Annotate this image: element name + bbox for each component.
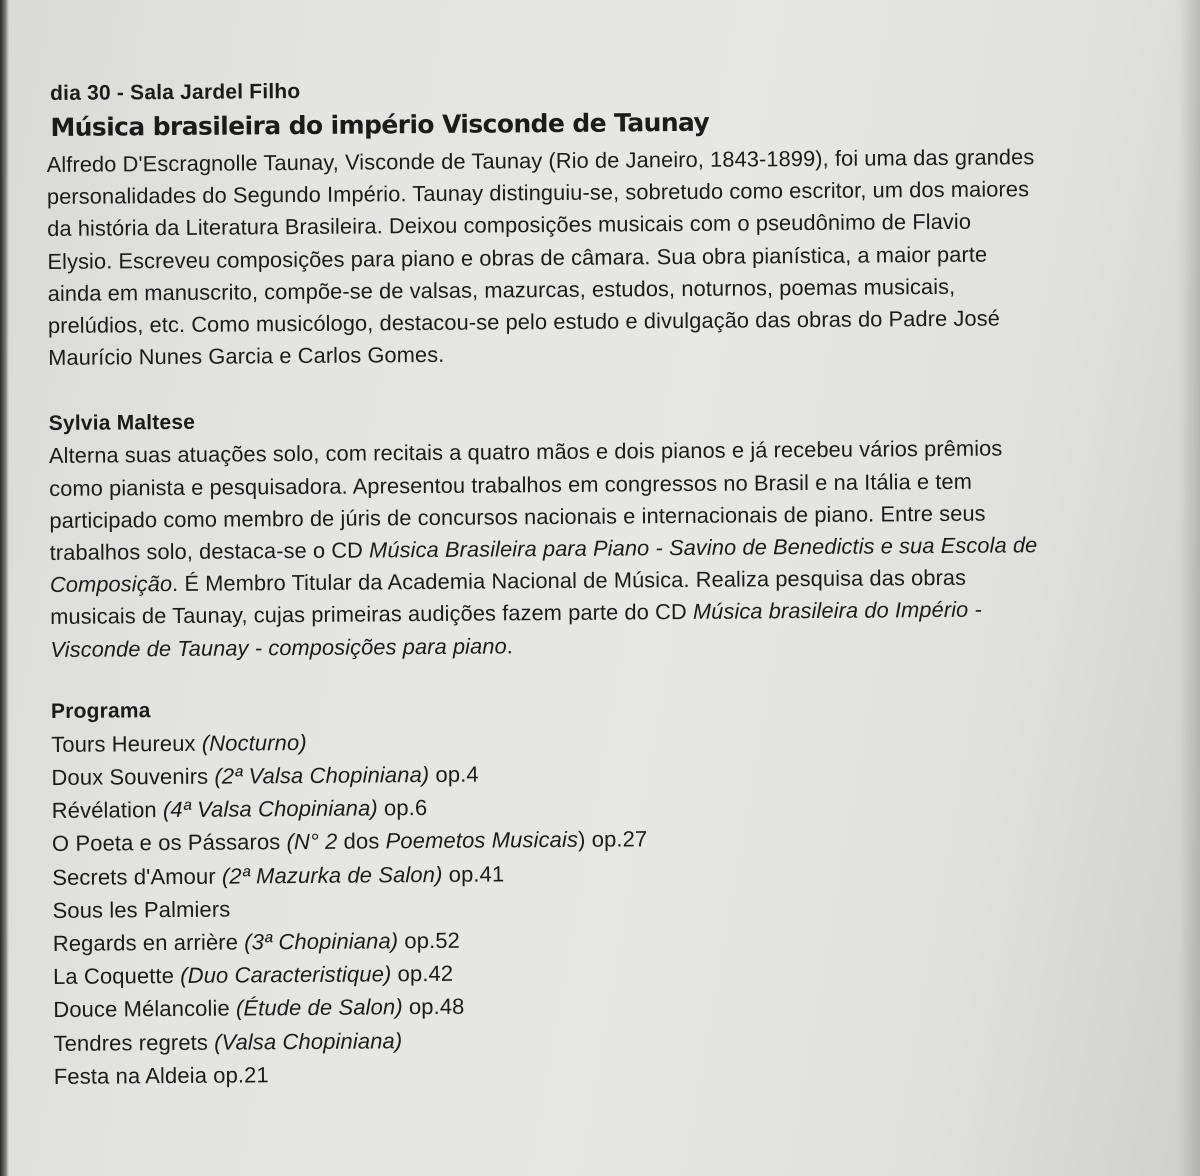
piece-title: Tendres regrets bbox=[53, 1029, 215, 1056]
piece-subtitle: (4ª Valsa Chopiniana) bbox=[162, 795, 378, 823]
intro-line: personalidades do Segundo Império. Taunay distinguiu-se, sobretudo como escritor, um dos maiores bbox=[46, 176, 1030, 210]
piece-subtitle-connector: dos bbox=[337, 828, 386, 855]
bio-line: participado como membro de júris de concursos nacionais e internacionais de piano. Entre seus bbox=[49, 500, 986, 533]
cd-title-italic: Visconde de Taunay - composições para piano bbox=[50, 633, 507, 662]
performer-bio bbox=[49, 432, 1141, 666]
intro-line: prelúdios, etc. Como musicólogo, destacou-se pelo estudo e divulgação das obras do Padre José bbox=[47, 305, 1000, 339]
piece-title: Festa na Aldeia bbox=[53, 1062, 208, 1089]
opus-number: op.27 bbox=[585, 826, 648, 853]
document-content bbox=[46, 71, 1144, 1093]
piece-subtitle: Poemetos Musicais bbox=[385, 827, 579, 854]
piece-subtitle: (Étude de Salon) bbox=[235, 994, 403, 1022]
piece-title: O Poeta e os Pássaros bbox=[51, 829, 287, 857]
intro-line: Maurício Nunes Garcia e Carlos Gomes. bbox=[48, 342, 445, 371]
opus-number: op.6 bbox=[377, 795, 428, 821]
bio-line: Alterna suas atuações solo, com recitais a quatro mãos e dois pianos e já recebeu vários prêmios bbox=[48, 435, 1003, 469]
opus-number: op.41 bbox=[442, 861, 505, 887]
piece-subtitle: (2ª Valsa Chopiniana) bbox=[214, 762, 430, 789]
concert-title: Música brasileira do império Visconde de Taunay bbox=[50, 107, 710, 142]
piece-subtitle: (Nocturno) bbox=[201, 729, 307, 756]
piece-subtitle: (Valsa Chopiniana) bbox=[214, 1027, 403, 1055]
piece-title: Tours Heureux bbox=[51, 730, 202, 757]
piece-subtitle-close: ) bbox=[577, 827, 586, 853]
piece-title: Secrets d'Amour bbox=[52, 863, 222, 890]
performer-heading: Sylvia Maltese bbox=[48, 411, 196, 436]
bio-text: musicais de Taunay, cujas primeiras audições fazem parte do CD bbox=[50, 599, 694, 630]
intro-line: ainda em manuscrito, compõe-se de valsas, mazurcas, estudos, noturnos, poemas musicais, bbox=[47, 273, 956, 306]
piece-title: Révélation bbox=[51, 797, 164, 824]
piece-title: Doux Souvenirs bbox=[51, 763, 215, 791]
intro-line: Alfredo D'Escragnolle Taunay, Visconde de Taunay (Rio de Janeiro, 1843-1899), foi uma das grandes bbox=[46, 144, 1035, 177]
cd-title-italic: Composição bbox=[49, 571, 173, 598]
intro-paragraph bbox=[47, 140, 1139, 374]
intro-line: da história da Literatura Brasileira. Deixou composições musicais com o pseudônimo de Flavio bbox=[47, 209, 972, 242]
piece-title: Regards en arrière bbox=[52, 929, 245, 957]
opus-number: op.42 bbox=[391, 961, 454, 987]
cd-title-italic: Música brasileira do Império - bbox=[692, 597, 982, 625]
piece-title: La Coquette bbox=[52, 963, 181, 990]
program-list bbox=[51, 719, 1144, 1093]
program-heading: Programa bbox=[50, 699, 151, 723]
opus-number: op.52 bbox=[398, 927, 461, 954]
cd-title-italic: Música Brasileira para Piano - Savino de Benedictis e sua Escola de bbox=[369, 532, 1038, 563]
bio-text: trabalhos solo, destaca-se o CD bbox=[49, 537, 370, 566]
date-venue-line: dia 30 - Sala Jardel Filho bbox=[50, 80, 301, 105]
bio-line: como pianista e pesquisadora. Apresentou trabalhos em congressos no Brasil e na Itália e tem bbox=[49, 468, 973, 501]
bio-text: . É Membro Titular da Academia Nacional de Música. Realiza pesquisa das obras bbox=[172, 565, 967, 597]
piece-subtitle: (Duo Caracteristique) bbox=[180, 961, 392, 989]
piece-subtitle: (3ª Chopiniana) bbox=[244, 928, 399, 955]
opus-number: op.4 bbox=[429, 761, 479, 788]
piece-subtitle: (2ª Mazurka de Salon) bbox=[221, 861, 443, 889]
opus-number: op.21 bbox=[206, 1062, 269, 1088]
intro-line: Elysio. Escreveu composições para piano e obras de câmara. Sua obra pianística, a maior parte bbox=[47, 241, 988, 274]
piece-subtitle: (N° 2 bbox=[286, 829, 338, 855]
opus-number: op.48 bbox=[402, 994, 465, 1020]
bio-text: . bbox=[506, 632, 513, 659]
piece-title: Douce Mélancolie bbox=[53, 996, 237, 1023]
piece-title: Sous les Palmiers bbox=[52, 896, 231, 923]
